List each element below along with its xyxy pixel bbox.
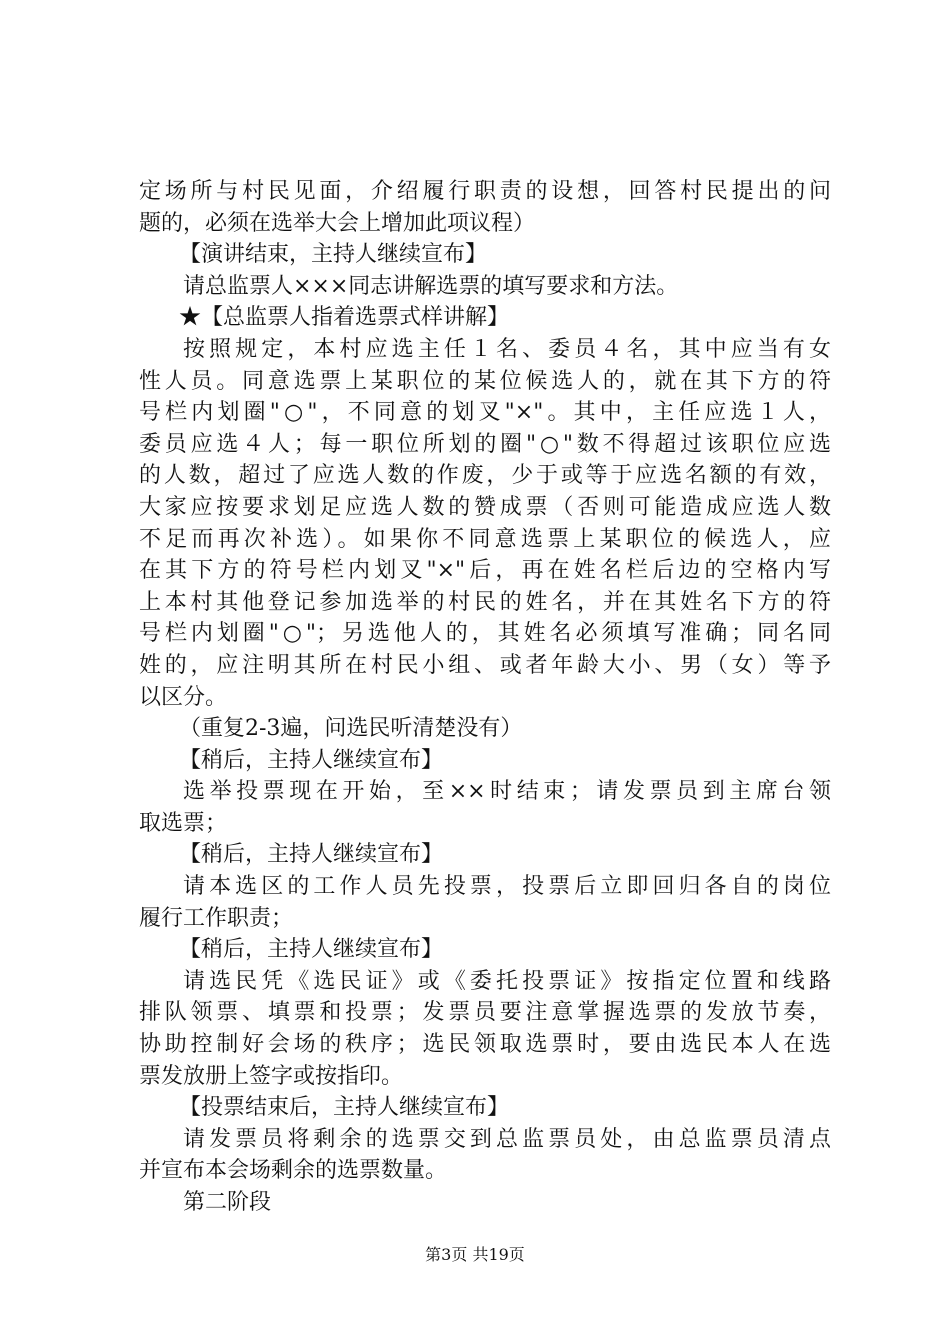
text-line: 【投票结束后，主持人继续宣布】 [179,1095,510,1121]
text-line: 性人员。同意选票上某职位的某位候选人的，就在其下方的符 [139,368,831,394]
text-line: 请总监票人×××同志讲解选票的填写要求和方法。 [183,273,679,299]
text-line: 取选票； [139,810,228,836]
text-line: 【稍后，主持人继续宣布】 [179,842,444,868]
text-line: 排队领票、填票和投票；发票员要注意掌握选票的发放节奏， [139,1000,831,1026]
text-line: 号栏内划圈"○"，不同意的划叉"×"。其中，主任应选１人， [139,400,831,426]
text-line: 【演讲结束，主持人继续宣布】 [179,242,488,268]
text-line: 姓的，应注明其所在村民小组、或者年龄大小、男（女）等予 [139,652,831,678]
text-line: 大家应按要求划足应选人数的赞成票（否则可能造成应选人数 [139,494,831,520]
text-line: 票发放册上签字或按指印。 [139,1063,404,1089]
text-line: 题的，必须在选举大会上增加此项议程） [139,210,536,236]
text-line: 按照规定，本村应选主任１名、委员４名，其中应当有女 [183,336,831,362]
text-line: 请选民凭《选民证》或《委托投票证》按指定位置和线路 [183,968,831,994]
text-line: （重复2-3遍，问选民听清楚没有） [179,716,523,742]
text-line: 上本村其他登记参加选举的村民的姓名，并在其姓名下方的符 [139,589,831,615]
text-line: 履行工作职责； [139,905,294,931]
text-line: 协助控制好会场的秩序；选民领取选票时，要由选民本人在选 [139,1032,831,1058]
text-line: 【稍后，主持人继续宣布】 [179,937,444,963]
text-line: 在其下方的符号栏内划叉"×"后，再在姓名栏后边的空格内写 [139,558,831,584]
text-line: 请本选区的工作人员先投票，投票后立即回归各自的岗位 [183,874,831,900]
text-line: 不足而再次补选）。如果你不同意选票上某职位的候选人，应 [139,526,831,552]
text-line: ★【总监票人指着选票式样讲解】 [179,305,510,331]
text-line: 选举投票现在开始，至××时结束；请发票员到主席台领 [183,779,831,805]
text-line: 并宣布本会场剩余的选票数量。 [139,1158,448,1184]
text-line: 的人数，超过了应选人数的作废，少于或等于应选名额的有效， [139,463,831,489]
page-footer: 第3页 共19页 [425,1245,525,1264]
body-text [139,176,831,1219]
text-line: 以区分。 [139,684,228,710]
text-line: 定场所与村民见面，介绍履行职责的设想，回答村民提出的问 [139,179,831,204]
text-line: 号栏内划圈"○"；另选他人的，其姓名必须填写准确；同名同 [139,621,831,647]
text-line: 【稍后，主持人继续宣布】 [179,747,444,773]
text-line: 委员应选４人；每一职位所划的圈"○"数不得超过该职位应选 [139,431,831,457]
text-line: 第二阶段 [183,1190,272,1215]
text-line: 请发票员将剩余的选票交到总监票员处，由总监票员清点 [183,1126,831,1152]
